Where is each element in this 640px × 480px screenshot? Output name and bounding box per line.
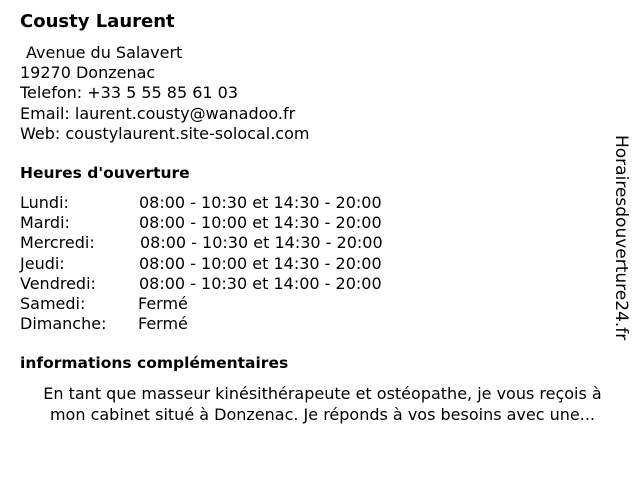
time-range: 08:00 - 10:00 et 14:30 - 20:00: [139, 213, 382, 233]
closed-label: Fermé: [138, 314, 188, 334]
time-range: 08:00 - 10:30 et 14:00 - 20:00: [139, 273, 382, 293]
site-watermark: Horairesdouverture24.fr: [611, 135, 631, 341]
day-label: Vendredi:: [20, 273, 96, 293]
day-label: Lundi:: [20, 193, 69, 212]
info-line: mon cabinet situé à Donzenac. Je réponds à vos besoins avec une...: [49, 405, 596, 424]
website-line: Web: coustylaurent.site-solocal.com: [20, 123, 310, 143]
day-label: Mercredi:: [20, 233, 95, 253]
day-label: Samedi:: [20, 293, 86, 313]
day-label: Dimanche:: [20, 314, 107, 334]
contact-block: [20, 43, 309, 144]
time-range: 08:00 - 10:30 et 14:30 - 20:00: [139, 193, 382, 212]
closed-label: Fermé: [138, 293, 188, 313]
info-line: En tant que masseur kinésithérapeute et ostéopathe, je vous reçois à: [43, 384, 602, 403]
street-address: Avenue du Salavert: [26, 43, 183, 62]
additional-info-text: [20, 383, 625, 425]
business-name: Cousty Laurent: [20, 11, 175, 32]
phone-line: Telefon: +33 5 55 85 61 03: [20, 83, 239, 103]
additional-info-heading: informations complémentaires: [20, 354, 289, 372]
time-range: 08:00 - 10:30 et 14:30 - 20:00: [140, 233, 383, 253]
email-line: Email: laurent.cousty@wanadoo.fr: [20, 103, 296, 123]
day-label: Jeudi:: [20, 253, 65, 273]
time-range: 08:00 - 10:00 et 14:30 - 20:00: [139, 253, 382, 273]
opening-hours-heading: Heures d'ouverture: [20, 164, 190, 182]
city-postcode: 19270 Donzenac: [20, 63, 156, 83]
day-label: Mardi:: [20, 213, 70, 233]
